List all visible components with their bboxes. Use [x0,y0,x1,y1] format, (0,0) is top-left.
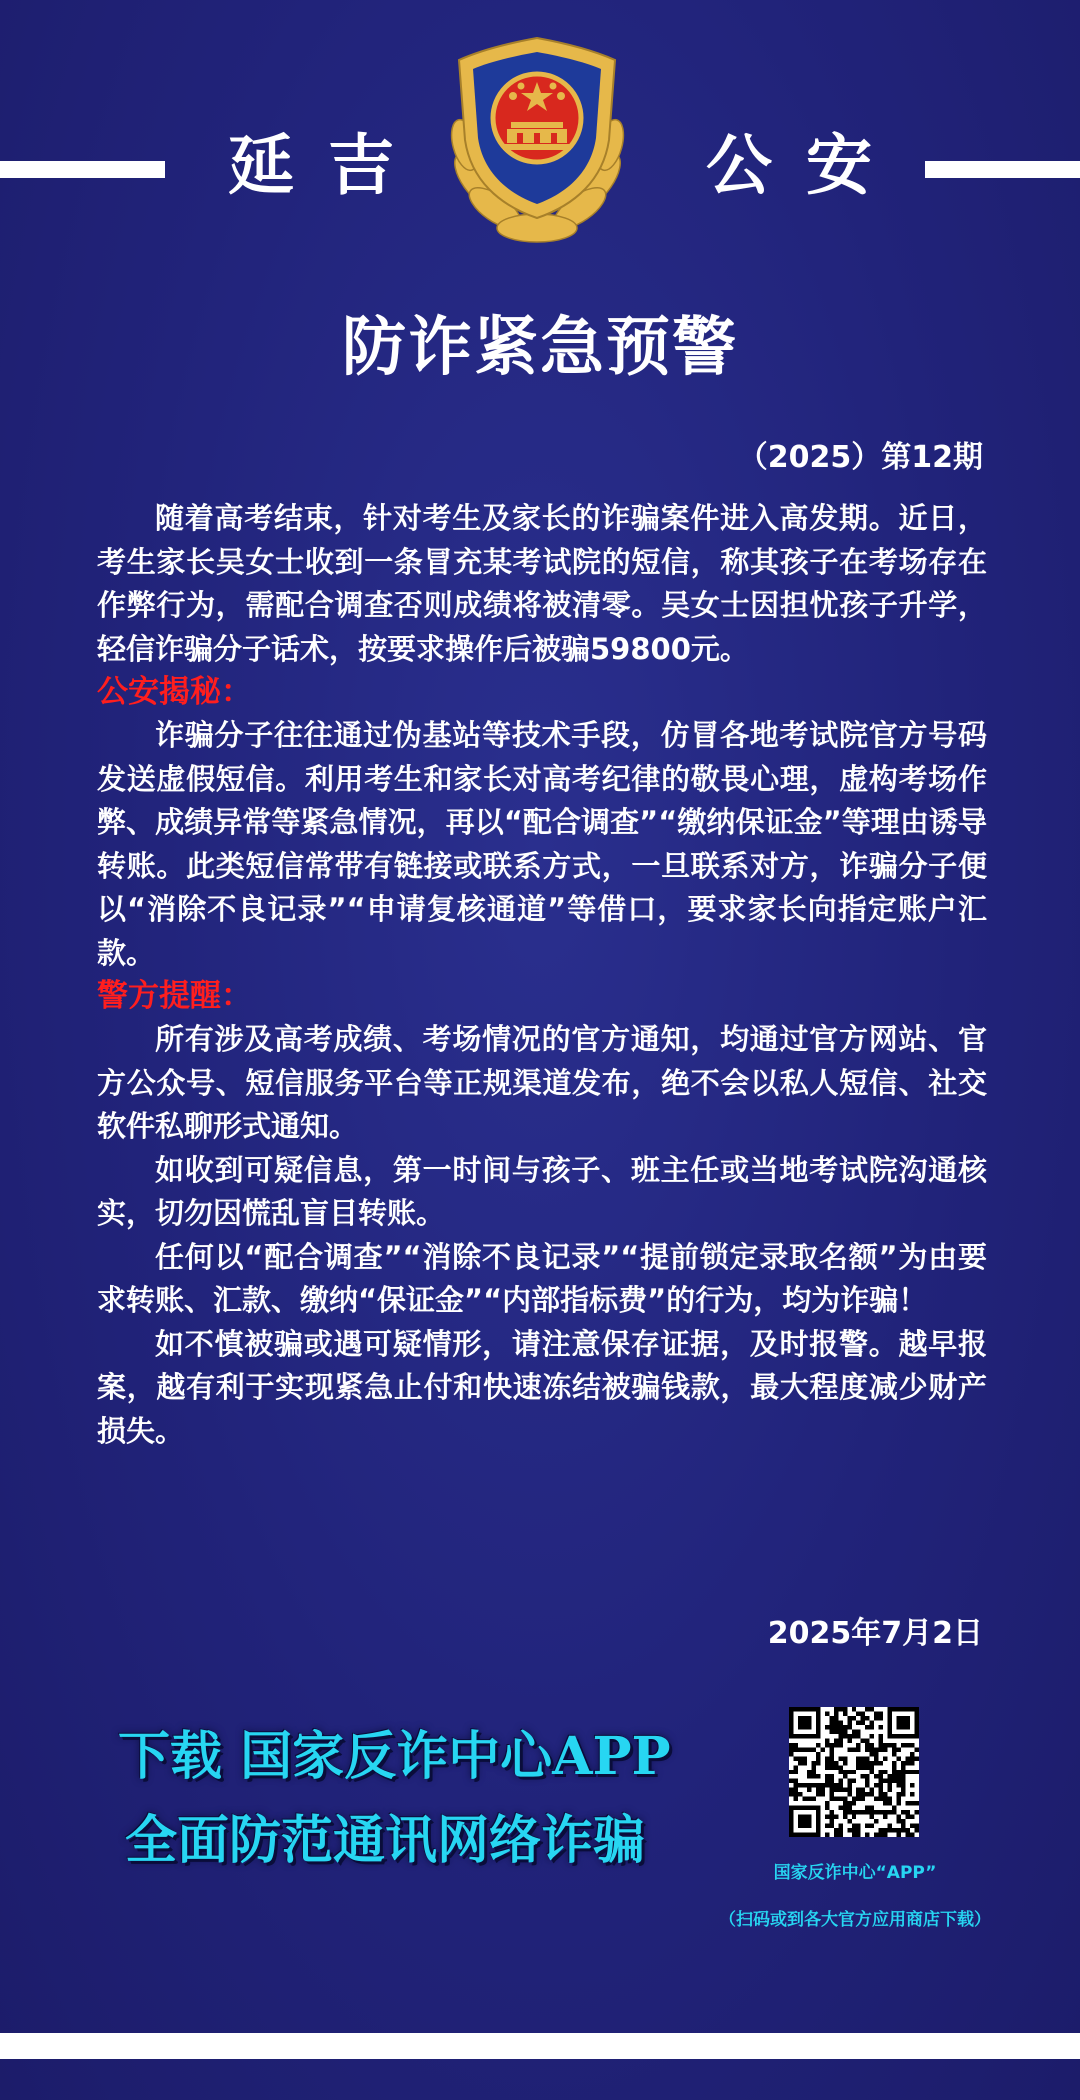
header-line-right [925,161,1080,178]
qr-caption: 国家反诈中心“APP” [773,1863,937,1883]
section-heading-reveal: 公安揭秘： [97,674,252,710]
header-text-right: 公安 [706,126,906,204]
intro-paragraph: 随着高考结束，针对考生及家长的诈骗案件进入高发期。近日，考生家长吴女士收到一条冒充某考试院的短信，称其孩子在考场存在作弊行为，需配合调查否则成绩将被清零。吴女士因担忧孩子升学，轻信诈骗分子话术，按要求操作后被骗59800元。 [97,501,987,666]
page-title: 防诈紧急预警 [342,311,738,385]
qr-note: （扫码或到各大官方应用商店下载） [719,1910,991,1930]
footer-line [0,2033,1080,2059]
header-line-left [0,161,165,178]
reminder-paragraph: 所有涉及高考成绩、考场情况的官方通知，均通过官方网站、官方公众号、短信服务平台等正规渠道发布，绝不会以私人短信、社交软件私聊形式通知。 [97,1022,987,1143]
reminder-paragraph: 如收到可疑信息，第一时间与孩子、班主任或当地考试院沟通核实，切勿因慌乱盲目转账。 [97,1152,987,1230]
reveal-paragraph: 诈骗分子往往通过伪基站等技术手段，仿冒各地考试院官方号码发送虚假短信。利用考生和家长对高考纪律的敬畏心理，虚构考场作弊、成绩异常等紧急情况，再以“配合调查”“缴纳保证金”等理由诱导转账。此类短信常带有链接或联系方式，一旦联系对方，诈骗分子便以“消除不良记录”“申请复核通道”等借口，要求家长向指定账户汇款。 [97,718,987,970]
issue-number: （2025）第12期 [737,440,983,475]
promo-slogan-line: 全面防范通讯网络诈骗 [125,1810,646,1871]
section-heading-reminder: 警方提醒： [97,978,252,1014]
reminder-paragraph: 任何以“配合调查”“消除不良记录”“提前锁定录取名额”为由要求转账、汇款、缴纳“保证金”“内部指标费”的行为，均为诈骗！ [97,1239,987,1317]
reminder-paragraph: 如不慎被骗或遇可疑情形，请注意保存证据，及时报警。越早报案，越有利于实现紧急止付和快速冻结被骗钱款，最大程度减少财产损失。 [97,1326,987,1448]
police-emblem-icon [425,30,650,255]
notice-body [97,497,987,1453]
publish-date: 2025年7月2日 [767,1616,983,1651]
promo-download-line: 下载 国家反诈中心APP [118,1726,671,1787]
header-text-left: 延吉 [228,126,428,204]
qr-code-icon[interactable] [789,1707,919,1837]
